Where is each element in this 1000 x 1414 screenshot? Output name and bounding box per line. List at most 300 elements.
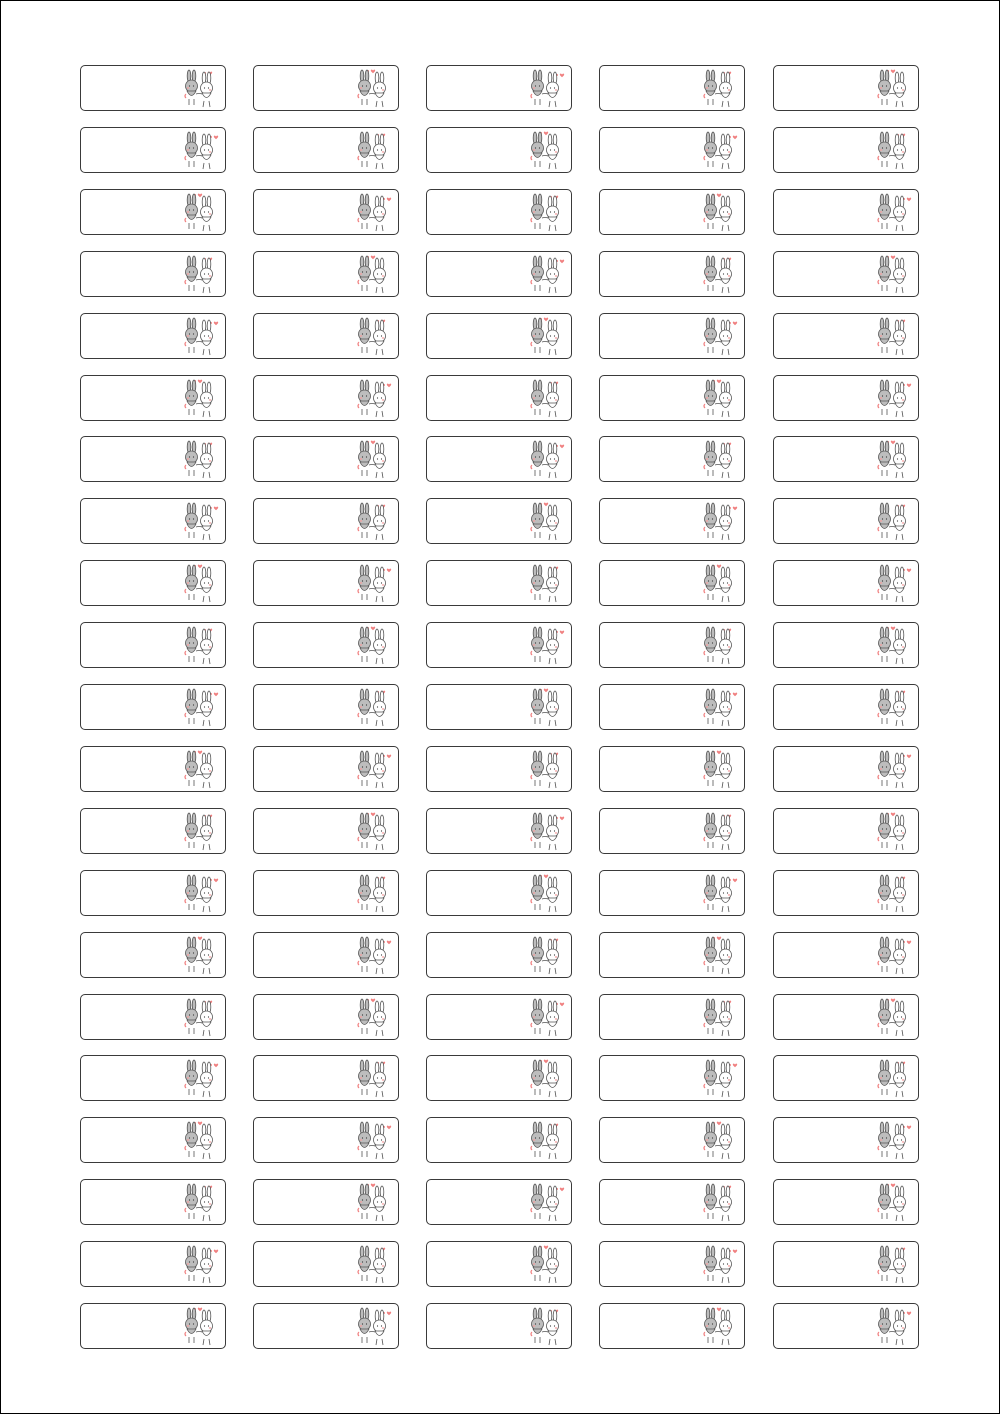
two-bunnies-holding-hands-icon	[180, 748, 222, 792]
bunny-illustration	[873, 315, 915, 359]
address-label[interactable]	[773, 375, 919, 421]
address-label[interactable]	[80, 1303, 226, 1349]
address-label[interactable]	[253, 375, 399, 421]
address-label[interactable]	[773, 684, 919, 730]
two-bunnies-holding-hands-icon	[526, 67, 568, 111]
address-label[interactable]	[773, 1179, 919, 1225]
two-bunnies-holding-hands-icon	[353, 253, 395, 297]
address-label[interactable]	[773, 65, 919, 111]
address-label[interactable]	[773, 189, 919, 235]
bunny-illustration	[699, 934, 741, 978]
two-bunnies-holding-hands-icon	[353, 1181, 395, 1225]
address-label[interactable]	[599, 684, 745, 730]
bunny-illustration	[699, 810, 741, 854]
bunny-illustration	[353, 1243, 395, 1287]
bunny-illustration	[699, 624, 741, 668]
bunny-illustration	[526, 377, 568, 421]
address-label[interactable]	[773, 436, 919, 482]
address-label[interactable]	[80, 127, 226, 173]
two-bunnies-holding-hands-icon	[699, 191, 741, 235]
address-label[interactable]	[599, 1117, 745, 1163]
two-bunnies-holding-hands-icon	[873, 500, 915, 544]
two-bunnies-holding-hands-icon	[353, 1305, 395, 1349]
bunny-illustration	[526, 129, 568, 173]
bunny-illustration	[526, 562, 568, 606]
two-bunnies-holding-hands-icon	[353, 872, 395, 916]
two-bunnies-holding-hands-icon	[526, 1119, 568, 1163]
two-bunnies-holding-hands-icon	[180, 1181, 222, 1225]
bunny-illustration	[180, 996, 222, 1040]
bunny-illustration	[699, 500, 741, 544]
bunny-illustration	[699, 872, 741, 916]
address-label[interactable]	[80, 808, 226, 854]
bunny-illustration	[180, 253, 222, 297]
two-bunnies-holding-hands-icon	[526, 500, 568, 544]
bunny-illustration	[180, 872, 222, 916]
two-bunnies-holding-hands-icon	[180, 377, 222, 421]
bunny-illustration	[526, 996, 568, 1040]
bunny-illustration	[526, 438, 568, 482]
address-label[interactable]	[253, 1179, 399, 1225]
address-label[interactable]	[80, 189, 226, 235]
two-bunnies-holding-hands-icon	[699, 67, 741, 111]
bunny-illustration	[180, 1243, 222, 1287]
bunny-illustration	[353, 562, 395, 606]
address-label[interactable]	[773, 870, 919, 916]
bunny-illustration	[180, 1181, 222, 1225]
two-bunnies-holding-hands-icon	[180, 1243, 222, 1287]
two-bunnies-holding-hands-icon	[873, 1119, 915, 1163]
bunny-illustration	[353, 872, 395, 916]
two-bunnies-holding-hands-icon	[873, 1057, 915, 1101]
two-bunnies-holding-hands-icon	[526, 872, 568, 916]
address-label[interactable]	[773, 1303, 919, 1349]
two-bunnies-holding-hands-icon	[873, 253, 915, 297]
two-bunnies-holding-hands-icon	[180, 129, 222, 173]
bunny-illustration	[873, 377, 915, 421]
address-label[interactable]	[773, 560, 919, 606]
two-bunnies-holding-hands-icon	[180, 686, 222, 730]
bunny-illustration	[353, 500, 395, 544]
bunny-illustration	[526, 1181, 568, 1225]
two-bunnies-holding-hands-icon	[873, 315, 915, 359]
bunny-illustration	[873, 129, 915, 173]
two-bunnies-holding-hands-icon	[353, 191, 395, 235]
address-label[interactable]	[80, 622, 226, 668]
address-label[interactable]	[599, 498, 745, 544]
address-label[interactable]	[773, 932, 919, 978]
bunny-illustration	[873, 1305, 915, 1349]
address-label[interactable]	[599, 870, 745, 916]
bunny-illustration	[180, 67, 222, 111]
address-label[interactable]	[253, 746, 399, 792]
bunny-illustration	[526, 1057, 568, 1101]
bunny-illustration	[353, 934, 395, 978]
two-bunnies-holding-hands-icon	[873, 624, 915, 668]
address-label[interactable]	[426, 932, 572, 978]
address-label[interactable]	[426, 189, 572, 235]
address-label[interactable]	[599, 65, 745, 111]
bunny-illustration	[873, 624, 915, 668]
bunny-illustration	[353, 129, 395, 173]
two-bunnies-holding-hands-icon	[526, 1305, 568, 1349]
two-bunnies-holding-hands-icon	[526, 1057, 568, 1101]
address-label[interactable]	[773, 251, 919, 297]
two-bunnies-holding-hands-icon	[353, 67, 395, 111]
two-bunnies-holding-hands-icon	[873, 748, 915, 792]
two-bunnies-holding-hands-icon	[699, 1243, 741, 1287]
address-label[interactable]	[773, 808, 919, 854]
bunny-illustration	[699, 562, 741, 606]
address-label[interactable]	[426, 1179, 572, 1225]
bunny-illustration	[180, 934, 222, 978]
two-bunnies-holding-hands-icon	[353, 996, 395, 1040]
bunny-illustration	[526, 191, 568, 235]
address-label[interactable]	[253, 65, 399, 111]
address-label[interactable]	[599, 932, 745, 978]
two-bunnies-holding-hands-icon	[353, 934, 395, 978]
two-bunnies-holding-hands-icon	[699, 253, 741, 297]
two-bunnies-holding-hands-icon	[180, 624, 222, 668]
address-label[interactable]	[80, 684, 226, 730]
two-bunnies-holding-hands-icon	[180, 996, 222, 1040]
two-bunnies-holding-hands-icon	[873, 129, 915, 173]
address-label[interactable]	[253, 870, 399, 916]
two-bunnies-holding-hands-icon	[353, 810, 395, 854]
two-bunnies-holding-hands-icon	[873, 934, 915, 978]
bunny-illustration	[180, 500, 222, 544]
address-label[interactable]	[80, 436, 226, 482]
bunny-illustration	[180, 624, 222, 668]
bunny-illustration	[699, 315, 741, 359]
address-label[interactable]	[426, 1117, 572, 1163]
two-bunnies-holding-hands-icon	[699, 1119, 741, 1163]
address-label[interactable]	[599, 1179, 745, 1225]
two-bunnies-holding-hands-icon	[353, 377, 395, 421]
bunny-illustration	[180, 686, 222, 730]
bunny-illustration	[873, 1119, 915, 1163]
bunny-illustration	[180, 129, 222, 173]
two-bunnies-holding-hands-icon	[526, 253, 568, 297]
address-label[interactable]	[426, 1055, 572, 1101]
address-label[interactable]	[426, 127, 572, 173]
bunny-illustration	[873, 748, 915, 792]
bunny-illustration	[353, 1305, 395, 1349]
two-bunnies-holding-hands-icon	[353, 438, 395, 482]
address-label[interactable]	[80, 746, 226, 792]
two-bunnies-holding-hands-icon	[873, 810, 915, 854]
bunny-illustration	[180, 1119, 222, 1163]
address-label[interactable]	[253, 932, 399, 978]
bunny-illustration	[526, 1119, 568, 1163]
bunny-illustration	[526, 500, 568, 544]
address-label[interactable]	[253, 1117, 399, 1163]
bunny-illustration	[873, 438, 915, 482]
two-bunnies-holding-hands-icon	[353, 624, 395, 668]
two-bunnies-holding-hands-icon	[180, 500, 222, 544]
address-label[interactable]	[80, 560, 226, 606]
address-label[interactable]	[599, 560, 745, 606]
address-label[interactable]	[426, 1241, 572, 1287]
address-label[interactable]	[253, 1055, 399, 1101]
bunny-illustration	[873, 562, 915, 606]
address-label[interactable]	[773, 1117, 919, 1163]
bunny-illustration	[180, 438, 222, 482]
address-label[interactable]	[253, 189, 399, 235]
two-bunnies-holding-hands-icon	[699, 810, 741, 854]
address-label[interactable]	[426, 684, 572, 730]
two-bunnies-holding-hands-icon	[180, 810, 222, 854]
address-label[interactable]	[599, 127, 745, 173]
bunny-illustration	[699, 686, 741, 730]
two-bunnies-holding-hands-icon	[699, 1305, 741, 1349]
bunny-illustration	[699, 1057, 741, 1101]
address-label[interactable]	[599, 808, 745, 854]
two-bunnies-holding-hands-icon	[699, 438, 741, 482]
address-label[interactable]	[426, 1303, 572, 1349]
address-label[interactable]	[599, 622, 745, 668]
bunny-illustration	[353, 996, 395, 1040]
address-label[interactable]	[253, 313, 399, 359]
bunny-illustration	[873, 996, 915, 1040]
address-label[interactable]	[426, 313, 572, 359]
two-bunnies-holding-hands-icon	[873, 191, 915, 235]
address-label[interactable]	[773, 127, 919, 173]
two-bunnies-holding-hands-icon	[699, 1057, 741, 1101]
bunny-illustration	[699, 67, 741, 111]
bunny-illustration	[353, 624, 395, 668]
address-label[interactable]	[599, 994, 745, 1040]
bunny-illustration	[526, 748, 568, 792]
address-label[interactable]	[426, 251, 572, 297]
bunny-illustration	[699, 253, 741, 297]
address-label[interactable]	[253, 436, 399, 482]
address-label[interactable]	[80, 1241, 226, 1287]
two-bunnies-holding-hands-icon	[526, 1243, 568, 1287]
bunny-illustration	[353, 253, 395, 297]
bunny-illustration	[526, 810, 568, 854]
bunny-illustration	[873, 67, 915, 111]
bunny-illustration	[180, 191, 222, 235]
bunny-illustration	[699, 996, 741, 1040]
address-label[interactable]	[80, 1055, 226, 1101]
two-bunnies-holding-hands-icon	[353, 562, 395, 606]
address-label[interactable]	[599, 251, 745, 297]
address-label[interactable]	[773, 746, 919, 792]
two-bunnies-holding-hands-icon	[353, 129, 395, 173]
address-label[interactable]	[773, 1055, 919, 1101]
two-bunnies-holding-hands-icon	[699, 934, 741, 978]
two-bunnies-holding-hands-icon	[180, 562, 222, 606]
two-bunnies-holding-hands-icon	[353, 686, 395, 730]
bunny-illustration	[353, 686, 395, 730]
address-label[interactable]	[773, 994, 919, 1040]
address-label[interactable]	[253, 127, 399, 173]
address-label[interactable]	[253, 1241, 399, 1287]
bunny-illustration	[526, 1243, 568, 1287]
two-bunnies-holding-hands-icon	[180, 1305, 222, 1349]
bunny-illustration	[699, 1119, 741, 1163]
two-bunnies-holding-hands-icon	[873, 67, 915, 111]
address-label[interactable]	[426, 622, 572, 668]
two-bunnies-holding-hands-icon	[873, 562, 915, 606]
two-bunnies-holding-hands-icon	[526, 315, 568, 359]
two-bunnies-holding-hands-icon	[526, 686, 568, 730]
bunny-illustration	[353, 191, 395, 235]
bunny-illustration	[699, 1243, 741, 1287]
address-label[interactable]	[80, 313, 226, 359]
two-bunnies-holding-hands-icon	[873, 377, 915, 421]
address-label[interactable]	[599, 1303, 745, 1349]
two-bunnies-holding-hands-icon	[873, 438, 915, 482]
bunny-illustration	[873, 191, 915, 235]
bunny-illustration	[353, 1057, 395, 1101]
address-label[interactable]	[426, 808, 572, 854]
address-label[interactable]	[599, 375, 745, 421]
bunny-illustration	[353, 1119, 395, 1163]
address-label[interactable]	[80, 1117, 226, 1163]
two-bunnies-holding-hands-icon	[699, 562, 741, 606]
address-label[interactable]	[80, 498, 226, 544]
two-bunnies-holding-hands-icon	[180, 872, 222, 916]
two-bunnies-holding-hands-icon	[699, 624, 741, 668]
address-label[interactable]	[80, 1179, 226, 1225]
two-bunnies-holding-hands-icon	[526, 129, 568, 173]
bunny-illustration	[353, 810, 395, 854]
two-bunnies-holding-hands-icon	[353, 1057, 395, 1101]
two-bunnies-holding-hands-icon	[699, 500, 741, 544]
two-bunnies-holding-hands-icon	[526, 996, 568, 1040]
bunny-illustration	[526, 872, 568, 916]
bunny-illustration	[873, 500, 915, 544]
bunny-illustration	[873, 872, 915, 916]
bunny-illustration	[699, 1305, 741, 1349]
two-bunnies-holding-hands-icon	[526, 562, 568, 606]
address-label[interactable]	[426, 436, 572, 482]
address-label[interactable]	[80, 994, 226, 1040]
address-label[interactable]	[80, 932, 226, 978]
address-label[interactable]	[773, 622, 919, 668]
address-label[interactable]	[80, 375, 226, 421]
address-label[interactable]	[426, 560, 572, 606]
two-bunnies-holding-hands-icon	[699, 748, 741, 792]
bunny-illustration	[699, 438, 741, 482]
address-label[interactable]	[773, 1241, 919, 1287]
bunny-illustration	[180, 562, 222, 606]
address-label[interactable]	[253, 560, 399, 606]
bunny-illustration	[699, 377, 741, 421]
address-label[interactable]	[253, 622, 399, 668]
two-bunnies-holding-hands-icon	[873, 1181, 915, 1225]
bunny-illustration	[353, 748, 395, 792]
address-label[interactable]	[773, 498, 919, 544]
two-bunnies-holding-hands-icon	[699, 686, 741, 730]
two-bunnies-holding-hands-icon	[526, 624, 568, 668]
address-label[interactable]	[426, 65, 572, 111]
two-bunnies-holding-hands-icon	[873, 996, 915, 1040]
address-label[interactable]	[426, 498, 572, 544]
address-label[interactable]	[253, 498, 399, 544]
address-label[interactable]	[80, 870, 226, 916]
address-label[interactable]	[426, 870, 572, 916]
address-label[interactable]	[599, 1055, 745, 1101]
bunny-illustration	[699, 748, 741, 792]
bunny-illustration	[180, 748, 222, 792]
bunny-illustration	[873, 1057, 915, 1101]
address-label[interactable]	[599, 436, 745, 482]
address-label[interactable]	[253, 1303, 399, 1349]
bunny-illustration	[353, 315, 395, 359]
two-bunnies-holding-hands-icon	[353, 500, 395, 544]
bunny-illustration	[353, 1181, 395, 1225]
two-bunnies-holding-hands-icon	[180, 191, 222, 235]
bunny-illustration	[526, 686, 568, 730]
two-bunnies-holding-hands-icon	[180, 315, 222, 359]
two-bunnies-holding-hands-icon	[699, 129, 741, 173]
bunny-illustration	[873, 253, 915, 297]
two-bunnies-holding-hands-icon	[699, 872, 741, 916]
two-bunnies-holding-hands-icon	[526, 748, 568, 792]
two-bunnies-holding-hands-icon	[526, 810, 568, 854]
address-label[interactable]	[426, 746, 572, 792]
address-label[interactable]	[253, 994, 399, 1040]
address-label[interactable]	[253, 808, 399, 854]
address-label[interactable]	[80, 251, 226, 297]
bunny-illustration	[699, 1181, 741, 1225]
bunny-illustration	[526, 315, 568, 359]
label-grid	[1, 1, 999, 1413]
bunny-illustration	[180, 315, 222, 359]
two-bunnies-holding-hands-icon	[526, 191, 568, 235]
two-bunnies-holding-hands-icon	[180, 253, 222, 297]
two-bunnies-holding-hands-icon	[526, 1181, 568, 1225]
address-label[interactable]	[426, 994, 572, 1040]
two-bunnies-holding-hands-icon	[526, 438, 568, 482]
address-label[interactable]	[599, 189, 745, 235]
bunny-illustration	[873, 810, 915, 854]
two-bunnies-holding-hands-icon	[699, 1181, 741, 1225]
address-label[interactable]	[599, 313, 745, 359]
address-label[interactable]	[253, 251, 399, 297]
two-bunnies-holding-hands-icon	[699, 377, 741, 421]
bunny-illustration	[353, 377, 395, 421]
address-label[interactable]	[599, 746, 745, 792]
two-bunnies-holding-hands-icon	[180, 438, 222, 482]
two-bunnies-holding-hands-icon	[353, 1119, 395, 1163]
bunny-illustration	[873, 934, 915, 978]
two-bunnies-holding-hands-icon	[180, 67, 222, 111]
bunny-illustration	[180, 810, 222, 854]
two-bunnies-holding-hands-icon	[180, 1119, 222, 1163]
bunny-illustration	[180, 1305, 222, 1349]
bunny-illustration	[353, 67, 395, 111]
address-label[interactable]	[80, 65, 226, 111]
address-label[interactable]	[426, 375, 572, 421]
address-label[interactable]	[773, 313, 919, 359]
two-bunnies-holding-hands-icon	[180, 934, 222, 978]
address-label[interactable]	[253, 684, 399, 730]
two-bunnies-holding-hands-icon	[699, 315, 741, 359]
address-label[interactable]	[599, 1241, 745, 1287]
two-bunnies-holding-hands-icon	[353, 1243, 395, 1287]
two-bunnies-holding-hands-icon	[699, 996, 741, 1040]
two-bunnies-holding-hands-icon	[180, 1057, 222, 1101]
bunny-illustration	[699, 129, 741, 173]
bunny-illustration	[526, 624, 568, 668]
bunny-illustration	[873, 1181, 915, 1225]
bunny-illustration	[699, 191, 741, 235]
bunny-illustration	[353, 438, 395, 482]
